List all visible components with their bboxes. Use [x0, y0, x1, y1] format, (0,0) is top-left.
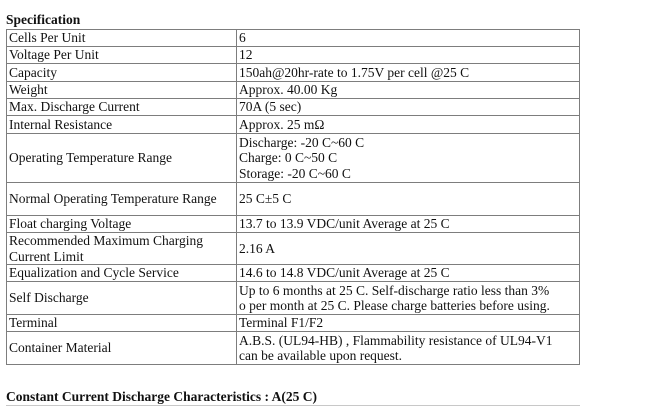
spec-label: Normal Operating Temperature Range [7, 183, 237, 216]
spec-label: Voltage Per Unit [7, 47, 237, 64]
table-row [7, 216, 580, 233]
spec-value-line: Up to 6 months at 25 C. Self-discharge ratio less than 3% [239, 282, 550, 298]
table-row [7, 116, 580, 134]
table-row [7, 233, 580, 265]
table-row [7, 82, 580, 99]
table-row [7, 134, 580, 183]
spec-value-line: o per month at 25 C. Please charge batteries before using. [239, 298, 550, 313]
spec-value: 2.16 A [237, 233, 580, 265]
spec-value: 150ah@20hr-rate to 1.75V per cell @25 C [237, 64, 580, 82]
spec-value: 70A (5 sec) [237, 99, 580, 116]
spec-value-line: Charge: 0 C~50 C [239, 150, 338, 166]
spec-label: Cells Per Unit [7, 30, 237, 47]
discharge-characteristics-title: Constant Current Discharge Characteristics : A(25 C) [6, 389, 317, 404]
spec-value [237, 134, 580, 183]
spec-label: Self Discharge [7, 282, 237, 315]
spec-label: Float charging Voltage [7, 216, 237, 233]
spec-value: 6 [237, 30, 580, 47]
spec-value: Terminal F1/F2 [237, 315, 580, 332]
section-title: Specification [6, 12, 81, 27]
spec-value-line: A.B.S. (UL94-HB) , Flammability resistance of UL94-V1 [239, 332, 553, 348]
spec-value [237, 332, 580, 365]
spec-label: Equalization and Cycle Service [7, 265, 237, 282]
spec-value: Approx. 25 mΩ [237, 116, 580, 134]
table-row [7, 99, 580, 116]
spec-value-line: Storage: -20 C~60 C [239, 165, 351, 181]
spec-label: Max. Discharge Current [7, 99, 237, 116]
table-row [7, 30, 580, 47]
table-row [7, 315, 580, 332]
table-row [7, 183, 580, 216]
spec-value-line: can be available upon request. [239, 348, 403, 363]
table-row [7, 282, 580, 315]
spec-value-line: Discharge: -20 C~60 C [239, 134, 365, 150]
spec-label: Internal Resistance [7, 116, 237, 134]
spec-value: 13.7 to 13.9 VDC/unit Average at 25 C [237, 216, 580, 233]
spec-label: Recommended Maximum Charging Current Limit [7, 233, 237, 265]
spec-label: Operating Temperature Range [7, 134, 237, 183]
spec-value: 14.6 to 14.8 VDC/unit Average at 25 C [237, 265, 580, 282]
spec-label: Capacity [7, 64, 237, 82]
spec-value [237, 282, 580, 315]
table-row [7, 265, 580, 282]
spec-label: Container Material [7, 332, 237, 365]
table-row [7, 47, 580, 64]
spec-label: Weight [7, 82, 237, 99]
spec-value: 12 [237, 47, 580, 64]
specification-table [6, 29, 580, 365]
table-row [7, 64, 580, 82]
spec-value: 25 C±5 C [237, 183, 580, 216]
spec-value: Approx. 40.00 Kg [237, 82, 580, 99]
spec-label: Terminal [7, 315, 237, 332]
table-row [7, 332, 580, 365]
